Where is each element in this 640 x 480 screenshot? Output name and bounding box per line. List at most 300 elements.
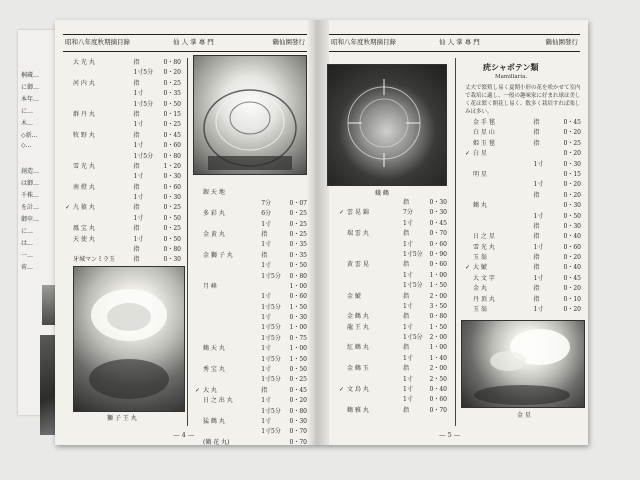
column-divider: [455, 58, 456, 426]
plant-name: 大 光 丸: [73, 59, 95, 66]
price-list-row: [203, 323, 307, 333]
plant-name: 群 丹 丸: [73, 110, 95, 118]
flower-illustration: [74, 267, 184, 411]
price-list-column: [465, 118, 581, 315]
pot-size: 指: [133, 256, 140, 264]
price: 0・60: [163, 183, 181, 191]
price: 0・25: [563, 139, 581, 147]
price-list-row: [73, 68, 181, 78]
back-sheet-text-fragment: 木…: [21, 120, 34, 127]
page-number: — 4 —: [173, 431, 195, 439]
pot-size: 指: [403, 344, 410, 352]
price: 0・80: [289, 407, 307, 415]
price-list-row: [203, 282, 307, 292]
pot-size: 1寸: [403, 323, 413, 331]
plant-name: 鶴 天 丸: [203, 345, 225, 353]
back-sheet-text-fragment: 本年…: [21, 96, 40, 103]
price-list-row: [73, 255, 181, 265]
pot-size: 1寸: [133, 214, 144, 222]
price: 0・20: [163, 69, 181, 77]
price: 0・25: [289, 376, 307, 384]
pot-size: 1寸: [403, 354, 413, 362]
price-list-row: [203, 334, 307, 344]
plant-name: 金 鶴 丸: [347, 313, 369, 321]
price: 0・15: [163, 110, 181, 118]
price: 0・20: [563, 129, 581, 137]
price-list-row: [203, 199, 307, 209]
price: 0・60: [429, 240, 447, 248]
column-divider: [187, 58, 188, 426]
cactus-photo-bottom: [461, 320, 585, 408]
cactus-photo-top: [327, 64, 447, 186]
price-list-row: [473, 139, 581, 149]
price: 0・45: [563, 119, 581, 126]
price-list-row: [203, 292, 307, 302]
price: 0・45: [289, 386, 307, 394]
back-sheet-text-fragment: 桐蔵…: [21, 72, 40, 79]
back-sheet-text-fragment: は…: [21, 240, 34, 247]
pot-size: 1寸: [133, 142, 144, 150]
pot-size: 1寸: [261, 241, 272, 249]
price-list-row: [203, 303, 307, 313]
section-description: 丈夫で繁殖し易く夏期小形の花を咲かせて室内で栽培に適し、一般の趣味家に好まれ球は美しく花は繁く開花し易く、数多く栽培すれば楽しみは多い。: [465, 85, 581, 115]
price-list-row: [73, 120, 181, 130]
back-sheet-text-fragment: に…: [21, 228, 34, 235]
price: 0・20: [563, 181, 581, 189]
price-list-row: [347, 198, 447, 208]
price-list-row: [203, 220, 307, 230]
section-subtitle: Mamillaria.: [495, 74, 528, 80]
cactus-photo-top: [193, 55, 307, 175]
plant-name: 秀 宝 丸: [203, 366, 225, 374]
price: 0・25: [163, 225, 181, 233]
price: 2・00: [429, 365, 447, 373]
price-list-row: [73, 193, 181, 203]
plant-name: 明 星: [473, 170, 487, 178]
plant-name: 雪 光 丸: [473, 243, 495, 251]
header-center: 仙 人 掌 專 門: [173, 38, 214, 46]
price-list-row: [473, 201, 581, 211]
page-header: [329, 34, 580, 52]
price-list-row: [73, 58, 181, 68]
price-list-row: [73, 245, 181, 255]
plant-name: 日 之 出 丸: [203, 397, 233, 405]
plant-name: 天 使 丸: [73, 235, 95, 243]
price-list-row: [203, 355, 307, 365]
price-list-row: [347, 375, 447, 385]
price-list-row: [203, 344, 307, 354]
price-list-row: [473, 305, 581, 315]
price: 0・20: [289, 397, 307, 405]
pot-size: 指: [133, 162, 140, 170]
photo-caption: 蛾 鶴: [375, 190, 389, 197]
price-list-row: [347, 271, 447, 281]
check-mark: ✓: [195, 386, 201, 394]
price: 0・45: [429, 219, 447, 227]
pot-size: 1寸5分: [261, 272, 281, 280]
pot-size: 指: [133, 246, 140, 254]
price-list-row: [347, 281, 447, 291]
plant-name: 大 鯱: [473, 264, 487, 272]
price: 1・50: [429, 323, 447, 331]
price-list-row: [65, 203, 181, 213]
pot-size: 1寸: [261, 366, 272, 374]
price-list-row: [347, 240, 447, 250]
price: 0・40: [429, 386, 447, 394]
price-list-row: [347, 302, 447, 312]
pot-size: 指: [403, 261, 410, 269]
pot-size: 1寸5分: [403, 282, 423, 290]
pot-size: 1寸: [403, 271, 413, 279]
price-list-row: [73, 131, 181, 141]
price-list-column: [195, 178, 307, 448]
header-left: 昭和八年度秋期摘目錄: [65, 38, 130, 46]
price-list-row: [203, 396, 307, 406]
price-list-row: [473, 232, 581, 242]
pot-size: 1寸: [533, 274, 544, 282]
pot-size: 1寸: [261, 397, 272, 405]
price-list-row: [203, 261, 307, 271]
cactus-illustration: [194, 56, 306, 174]
pot-size: 1寸5分: [403, 334, 423, 342]
back-sheet-text-fragment: ◇新…: [21, 132, 38, 139]
header-left: 昭和八年度秋期摘目錄: [331, 38, 396, 46]
price-list-row: [203, 272, 307, 282]
price: 1・00: [289, 324, 307, 332]
plant-name: 牧 野 丸: [73, 131, 95, 139]
pot-size: 1寸: [261, 262, 272, 270]
price: 0・70: [289, 428, 307, 436]
price: 0・07: [289, 199, 307, 207]
plant-name: 瑞 雲 丸: [347, 230, 369, 238]
price: 0・40: [563, 264, 581, 272]
pot-size: 1寸5分: [133, 100, 154, 108]
price: 0・60: [163, 142, 181, 150]
plant-name: 大 丸: [203, 386, 217, 394]
price-list-row: [203, 188, 307, 198]
pot-size: 1寸: [403, 386, 413, 394]
back-sheet-text-fragment: は御…: [21, 180, 40, 187]
pot-size: 指: [403, 406, 410, 414]
pot-size: 1寸: [133, 194, 144, 202]
check-mark: ✓: [465, 150, 471, 158]
price-list-row: [473, 284, 581, 294]
price: 0・45: [163, 131, 181, 139]
pot-size: 1寸: [533, 212, 544, 220]
price: 0・25: [163, 121, 181, 129]
page-number: — 5 —: [439, 431, 461, 439]
price: 2・00: [429, 292, 447, 300]
pot-size: 1寸: [403, 375, 413, 383]
price: 1・50: [289, 303, 307, 311]
plant-name: 金 鯱: [347, 292, 361, 300]
plant-name: 月 峰: [203, 282, 217, 290]
price-list-row: [203, 209, 307, 219]
check-mark: ✓: [339, 209, 345, 217]
pot-size: 指: [403, 199, 410, 206]
section-title: 疣シャボテン類: [483, 62, 539, 72]
price: 1・20: [163, 162, 181, 170]
plant-name: 金 黄 丸: [203, 230, 225, 238]
price: 0・20: [563, 191, 581, 199]
plant-name: (鶴 花 丸): [203, 438, 230, 446]
pot-size: 1寸5分: [133, 69, 154, 77]
plant-name: 雪 光 丸: [73, 162, 95, 170]
price: 0・70: [289, 438, 307, 446]
pot-size: 1寸5分: [261, 303, 281, 311]
price-list-row: [473, 170, 581, 180]
page-header: [63, 34, 307, 52]
price-list-row: [73, 172, 181, 182]
pot-size: 1寸5分: [261, 334, 281, 342]
pot-size: 1寸: [261, 220, 272, 228]
price-list-row: [473, 274, 581, 284]
price-list-row: [347, 354, 447, 364]
plant-name: 南 燈 丸: [73, 183, 95, 191]
price-list-row: [473, 222, 581, 232]
price-list-row: [203, 417, 307, 427]
price-list-row: [473, 160, 581, 170]
plant-name: 金 丸: [473, 285, 487, 293]
pot-size: 1寸: [133, 235, 144, 243]
header-center: 仙 人 掌 專 門: [439, 38, 480, 46]
plant-name: 河 内 丸: [73, 79, 95, 87]
header-right: 鶴仙園發行: [545, 38, 578, 46]
pot-size: 7分: [261, 199, 272, 207]
plant-name: 金 手 毬: [473, 119, 495, 126]
plant-name: 鶴 雅 丸: [347, 406, 369, 414]
price-list-row: [203, 407, 307, 417]
price: 0・30: [563, 222, 581, 230]
plant-name: 丹 頂 丸: [473, 295, 495, 303]
pot-size: 1寸: [261, 417, 272, 425]
back-sheet-text-fragment: 御申…: [21, 216, 40, 223]
pot-size: 指: [133, 204, 140, 212]
price: 0・60: [563, 243, 581, 251]
pot-size: 指: [261, 251, 268, 259]
price-list-row: [473, 295, 581, 305]
pot-size: 1寸: [533, 160, 544, 168]
price-list-row: [203, 313, 307, 323]
pot-size: 指: [133, 79, 140, 87]
pot-size: 指: [533, 139, 540, 147]
price: 0・25: [163, 79, 181, 87]
pot-size: 指: [533, 285, 540, 293]
plant-name: 姫 玉 毬: [473, 139, 495, 147]
price-list-row: [473, 253, 581, 263]
price: 0・35: [289, 251, 307, 259]
check-mark: ✓: [65, 204, 71, 212]
pot-size: 1寸5分: [261, 428, 281, 436]
price: 0・90: [429, 250, 447, 258]
price-list-row: [473, 243, 581, 253]
plant-name: 黄 雲 晃: [347, 261, 369, 269]
price: 0・40: [563, 233, 581, 241]
price-list-row: [473, 118, 581, 128]
plant-name: 雲 晃 錦: [347, 209, 369, 217]
plant-name: 牙城マンミラ玉: [73, 256, 116, 264]
left-page: [55, 20, 315, 445]
price-list-row: [465, 149, 581, 159]
pot-size: 1寸: [133, 121, 144, 129]
price-list-row: [473, 180, 581, 190]
price: 0・50: [163, 235, 181, 243]
price: 1・50: [429, 282, 447, 290]
plant-name: 龍 王 丸: [347, 323, 369, 331]
pot-size: 1寸: [533, 243, 544, 251]
price: 0・25: [163, 204, 181, 212]
price-list-row: [203, 427, 307, 437]
plant-name: 紅 鶴 丸: [347, 344, 369, 352]
plant-name: 日 之 星: [473, 233, 495, 241]
price: 1・00: [289, 282, 307, 290]
pot-size: 指: [533, 264, 540, 272]
plant-name: 玉 翁: [473, 254, 487, 262]
pot-size: 1寸: [133, 173, 144, 181]
price: 0・25: [289, 220, 307, 228]
price: 0・25: [289, 230, 307, 238]
price: 0・50: [163, 100, 181, 108]
price-list-row: [73, 152, 181, 162]
price: 2・50: [429, 375, 447, 383]
price-list-row: [203, 240, 307, 250]
pot-size: 1寸: [261, 293, 272, 301]
back-sheet-text-fragment: 一…: [21, 252, 34, 259]
price: 0・75: [289, 334, 307, 342]
price-list-row: [347, 406, 447, 416]
pot-size: 1寸5分: [403, 250, 423, 258]
pot-size: 指: [533, 191, 540, 199]
back-sheet-text-fragment: を計…: [21, 204, 40, 211]
price-list-row: [73, 235, 181, 245]
price-list-row: [73, 110, 181, 120]
price-list-row: [473, 128, 581, 138]
price: 3・50: [429, 302, 447, 310]
price: 0・80: [163, 152, 181, 160]
pot-size: 1寸: [403, 396, 413, 404]
price-list-row: [203, 251, 307, 261]
pot-size: 指: [533, 295, 540, 303]
price-list-row: [347, 333, 447, 343]
price-list-row: [195, 386, 307, 396]
price-list-row: [203, 438, 307, 448]
plant-name: 九 猿 丸: [73, 204, 95, 212]
price: 1・50: [289, 355, 307, 363]
pot-size: 1寸: [533, 306, 544, 314]
pot-size: 指: [133, 183, 140, 191]
pot-size: 指: [403, 292, 410, 300]
plant-name: 鶴 丸: [473, 202, 487, 210]
plant-name: 金 鶴 玉: [347, 365, 369, 373]
price: 0・60: [289, 293, 307, 301]
price: 0・35: [289, 241, 307, 249]
check-mark: ✓: [339, 386, 345, 394]
price-list-row: [73, 183, 181, 193]
pot-size: 1寸5分: [261, 355, 281, 363]
plant-name: 大 文 字: [473, 274, 495, 282]
price: 0・20: [563, 306, 581, 314]
price: 0・80: [289, 272, 307, 280]
price: 0・30: [289, 314, 307, 322]
pot-size: 指: [403, 230, 410, 238]
price-list-row: [73, 141, 181, 151]
price: 1・00: [429, 271, 447, 279]
price-list-row: [347, 292, 447, 302]
price: 0・50: [289, 262, 307, 270]
price-list-row: [203, 375, 307, 385]
price: 0・50: [163, 214, 181, 222]
price-list-row: [347, 364, 447, 374]
pot-size: 1寸: [533, 181, 544, 189]
plant-name: 金 獅 子 丸: [203, 251, 233, 259]
plant-name: 猛 鶴 丸: [203, 417, 225, 425]
back-sheet-text-fragment: に御…: [21, 84, 40, 91]
pot-size: 指: [533, 233, 540, 241]
plant-name: 文 鳥 丸: [347, 386, 369, 394]
pot-size: 1寸: [403, 302, 413, 310]
back-sheet-text-fragment: 荷…: [21, 264, 34, 271]
price: 0・70: [429, 406, 447, 414]
price-list-row: [465, 263, 581, 273]
cactus-photo-bottom: [73, 266, 185, 412]
price-list-row: [347, 343, 447, 353]
price-list-row: [73, 214, 181, 224]
flower-illustration: [462, 321, 584, 407]
price: 0・60: [429, 261, 447, 269]
pot-size: 1寸: [403, 240, 413, 248]
cactus-illustration: [328, 65, 446, 185]
plant-name: 多 彩 丸: [203, 210, 225, 218]
pot-size: 1寸: [261, 345, 272, 353]
back-sheet-text-fragment: 千株…: [21, 192, 40, 199]
price: 0・10: [563, 295, 581, 303]
pot-size: 指: [133, 225, 140, 233]
price-list-row: [473, 191, 581, 201]
plant-name: 白 星: [473, 150, 487, 158]
plant-name: 白 星 山: [473, 129, 495, 137]
photo-caption: 獅 子 王 丸: [107, 415, 137, 422]
price: 2・00: [429, 334, 447, 342]
price-list-row: [339, 208, 447, 218]
pot-size: 7分: [403, 209, 413, 217]
price: 1・00: [429, 344, 447, 352]
price-list-row: [347, 395, 447, 405]
check-mark: ✓: [465, 264, 471, 272]
price-list-row: [347, 312, 447, 322]
price-list-row: [347, 229, 447, 239]
plant-name: 銀 天 地: [203, 189, 225, 197]
price-list-row: [73, 79, 181, 89]
back-sheet-text-fragment: に…: [21, 108, 34, 115]
price: 0・30: [163, 194, 181, 202]
price-list-row: [339, 385, 447, 395]
price-list-row: [473, 212, 581, 222]
price: 0・15: [563, 170, 581, 178]
pot-size: 6分: [261, 210, 272, 218]
price: 0・45: [563, 274, 581, 282]
pot-size: 指: [133, 110, 140, 118]
price: 0・60: [429, 396, 447, 404]
price: 0・30: [429, 209, 447, 217]
pot-size: 1寸5分: [261, 376, 281, 384]
price-list-row: [347, 260, 447, 270]
pot-size: 1寸5分: [261, 324, 281, 332]
pot-size: 指: [533, 119, 540, 126]
price-list-column: [339, 198, 447, 416]
pot-size: 指: [261, 230, 268, 238]
price: 0・50: [563, 212, 581, 220]
pot-size: 1寸: [133, 90, 144, 98]
